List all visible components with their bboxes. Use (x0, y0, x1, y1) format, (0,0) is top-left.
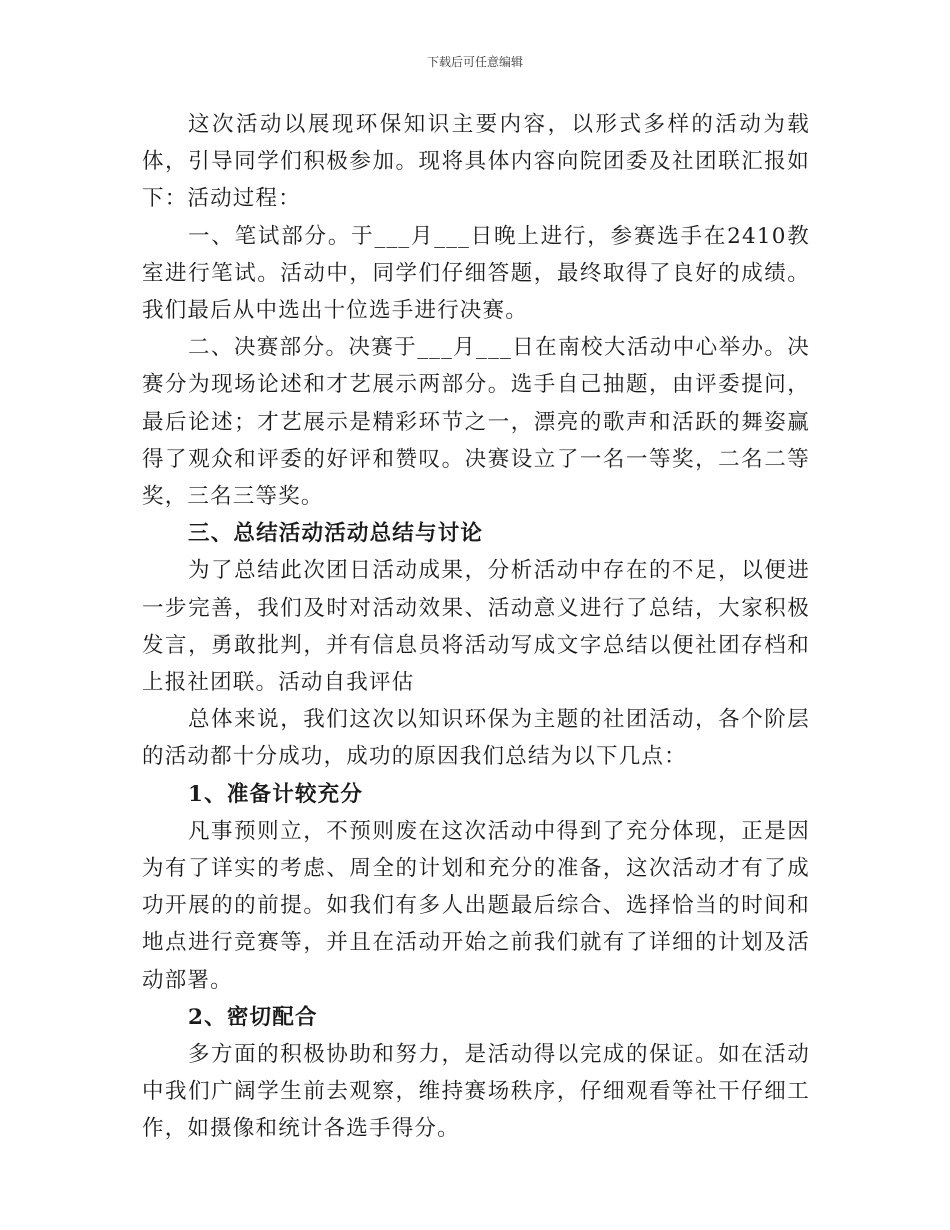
paragraph-cooperation: 多方面的积极协助和努力，是活动得以完成的保证。如在活动中我们广阔学生前去观察，维持赛场秩序，仔细观看等社干仔细工作，如摄像和统计各选手得分。 (142, 1042, 810, 1142)
paragraph-preparation: 凡事预则立，不预则废在这次活动中得到了充分体现，正是因为有了详实的考虑、周全的计划和充分的准备，这次活动才有了成功开展的的前提。如我们有多人出题最后综合、选择恰当的时间和地点进行竞赛等，并且在活动开始之前我们就有了详细的计划及活动部署。 (142, 818, 810, 993)
document-body (142, 106, 810, 1148)
page-header-note: 下载后可任意编辑 (426, 55, 523, 69)
paragraph-final: 二、决赛部分。决赛于___月___日在南校大活动中心举办。决赛分为现场论述和才艺展示两部分。选手自己抽题，由评委提问，最后论述；才艺展示是精彩环节之一，漂亮的歌声和活跃的舞姿赢得了观众和评委的好评和赞叹。决赛设立了一名一等奖，二名二等奖，三名三等奖。 (142, 335, 810, 510)
section-heading-cooperation: 2、密切配合 (188, 1004, 318, 1030)
section-heading-preparation: 1、准备计较充分 (188, 781, 364, 807)
paragraph-overall: 总体来说，我们这次以知识环保为主题的社团活动，各个阶层的活动都十分成功，成功的原因我们总结为以下几点： (142, 707, 810, 770)
section-heading-summary: 三、总结活动活动总结与讨论 (188, 521, 484, 547)
paragraph-summary: 为了总结此次团日活动成果，分析活动中存在的不足，以便进一步完善，我们及时对活动效果、活动意义进行了总结，大家积极发言，勇敢批判，并有信息员将活动写成文字总结以便社团存档和上报社团联。活动自我评估 (142, 558, 810, 696)
paragraph-written-test: 一、笔试部分。于___月___日晚上进行，参赛选手在2410教室进行笔试。活动中，同学们仔细答题，最终取得了良好的成绩。我们最后从中选出十位选手进行决赛。 (142, 223, 810, 324)
paragraph-intro: 这次活动以展现环保知识主要内容，以形式多样的活动为载体，引导同学们积极参加。现将具体内容向院团委及社团联汇报如下：活动过程： (142, 112, 810, 212)
